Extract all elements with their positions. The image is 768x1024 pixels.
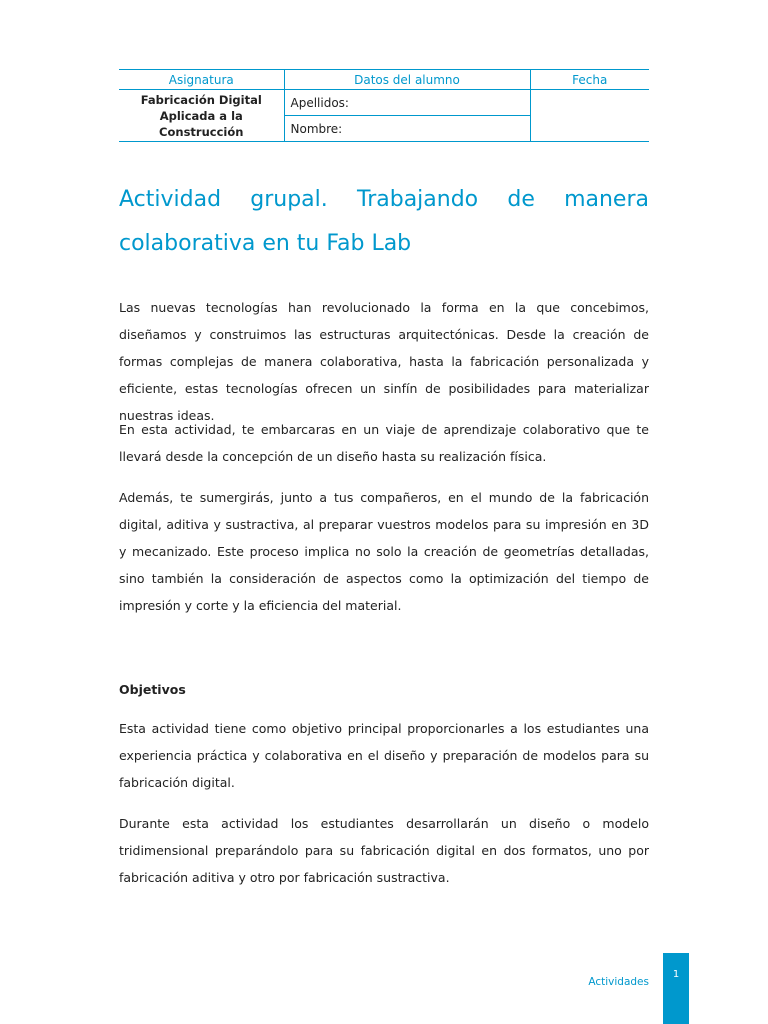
intro-paragraph-2: En esta actividad, te embarcaras en un viaje de aprendizaje colaborativo que te llevará desde la concepción de un diseño hasta su realización física. [119,422,649,464]
date-field[interactable] [530,90,649,142]
header-subject: Asignatura [119,70,284,90]
subject-line-2: Aplicada a la [159,108,243,123]
subject-name [119,90,284,142]
header-student-data: Datos del alumno [284,70,530,90]
surname-field[interactable]: Apellidos: [284,90,530,116]
page-number: 1 [672,969,680,980]
header-date: Fecha [530,70,649,90]
intro-paragraph-3: Además, te sumergirás, junto a tus compañeros, en el mundo de la fabricación digital, aditiva y sustractiva, al preparar vuestros modelos para su impresión en 3D y mecanizado. Este proceso implica no solo la creación de geometrías detalladas, sino también la consideración de aspectos como la optimización del tiempo de impresión y corte y la eficiencia del material. [119,490,649,613]
footer-label: Actividades [588,976,649,988]
subject-line-3: Construcción [159,124,244,139]
objectives-paragraph-2: Durante esta actividad los estudiantes desarrollarán un diseño o modelo tridimensional preparándolo para su fabricación digital en dos formatos, uno por fabricación aditiva y otro por fabricación sustractiva. [119,816,649,885]
page-number-tab [663,953,689,1024]
intro-paragraph-1: Las nuevas tecnologías han revolucionado la forma en la que concebimos, diseñamos y construimos las estructuras arquitectónicas. Desde la creación de formas complejas de manera colaborativa, hasta la fabricación personalizada y eficiente, estas tecnologías ofrecen un sinfín de posibilidades para materializar nuestras ideas. [119,300,649,423]
header-table [119,69,649,142]
objectives-paragraph-1: Esta actividad tiene como objetivo principal proporcionarles a los estudiantes una experiencia práctica y colaborativa en el diseño y preparación de modelos para su fabricación digital. [119,721,649,790]
objectives-heading: Objetivos [119,682,186,697]
subject-line-1: Fabricación Digital [140,92,262,107]
page-title: Actividad grupal. Trabajando de manera colaborativa en tu Fab Lab [119,187,649,256]
name-field[interactable]: Nombre: [284,116,530,142]
